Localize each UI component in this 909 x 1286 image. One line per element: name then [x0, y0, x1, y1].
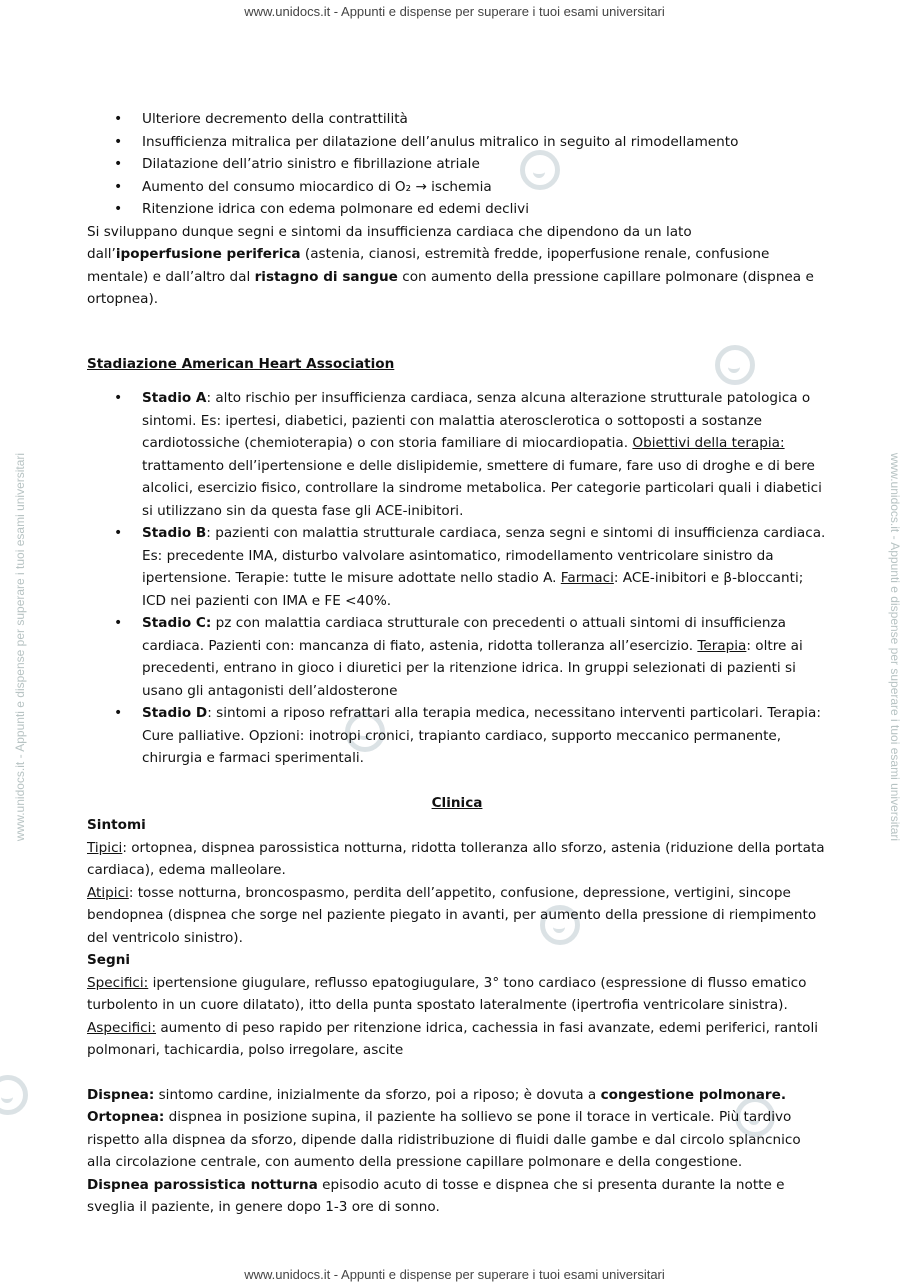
stage-underlined: Terapia: [697, 637, 747, 654]
specifici-label: Specifici:: [87, 974, 149, 991]
list-item: • Aumento del consumo miocardico di O₂ → ischemia: [87, 176, 827, 199]
top-bullet-list: [87, 108, 827, 221]
intro-text: con aumento della pressione capillare polmonare (dispnea e ortopnea).: [87, 268, 814, 307]
atipici-text: : tosse notturna, broncospasmo, perdita dell’appetito, confusione, depressione, vertigini, sincope bendopnea (dispnea che sorge nel paziente piegato in avanti, per aumento della pressione di riempimento del ventricolo sinistro).: [87, 884, 817, 946]
intro-paragraph: [87, 221, 827, 311]
sintomi-heading-text: Sintomi: [87, 817, 146, 833]
watermark-left: www.unidocs.it - Appunti e dispense per superare i tuoi esami universitari: [13, 452, 27, 842]
intro-text: Si sviluppano dunque segni e sintomi da insufficienza cardiaca che dipendono da un lato dall’: [87, 223, 692, 262]
ortopnea-paragraph: [87, 1106, 827, 1174]
atipici-paragraph: [87, 882, 827, 950]
tipici-paragraph: [87, 837, 827, 882]
watermark-footer: www.unidocs.it - Appunti e dispense per superare i tuoi esami universitari: [244, 1267, 665, 1282]
stage-text: : oltre ai precedenti, entrano in gioco i diuretici per la ritenzione idrica. In gruppi selezionati di pazienti si usano gli antagonisti dell’aldosterone: [142, 637, 803, 699]
list-item: • Ritenzione idrica con edema polmonare ed edemi declivi: [87, 198, 827, 221]
ortopnea-label: Ortopnea:: [87, 1109, 165, 1125]
aspecifici-label: Aspecifici:: [87, 1019, 157, 1036]
list-item: • Insufficienza mitralica per dilatazione dell’anulus mitralico in seguito al rimodellamento: [87, 131, 827, 154]
stage-text: trattamento dell’ipertensione e delle dislipidemie, smettere di fumare, fare uso di droghe e di bere alcolici, esercizio fisico, controllare la sindrome metabolica. Per categorie particolari quali i diabetici si utilizzano sin da questa fase gli ACE-inibitori.: [142, 457, 822, 519]
document-body: [87, 108, 827, 1219]
dpn-paragraph: [87, 1174, 827, 1219]
watermark-right: www.unidocs.it - Appunti e dispense per superare i tuoi esami universitari: [888, 452, 902, 842]
aspecifici-text: aumento di peso rapido per ritenzione idrica, cachessia in fasi avanzate, edemi periferici, rantoli polmonari, tachicardia, polso irregolare, ascite: [87, 1019, 819, 1058]
stage-label: Stadio B: [142, 525, 207, 541]
atipici-label: Atipici: [87, 884, 129, 901]
sintomi-heading: [87, 814, 827, 837]
stage-text: : ACE-inibitori e β-bloccanti; ICD nei pazienti con IMA e FE <40%.: [142, 570, 804, 609]
stage-item: [87, 387, 827, 522]
dpn-text: episodio acuto di tosse e dispnea che si presenta durante la notte e sveglia il paziente, in genere dopo 1-3 ore di sonno.: [87, 1176, 785, 1215]
clinica-heading: Clinica: [431, 794, 483, 811]
dispnea-paragraph: [87, 1084, 827, 1107]
stage-underlined: Obiettivi della terapia:: [632, 435, 785, 451]
dispnea-bold: congestione polmonare.: [600, 1086, 787, 1103]
dpn-label: Dispnea parossistica notturna: [87, 1176, 318, 1193]
stage-label: Stadio A: [142, 390, 207, 406]
stage-text: : pazienti con malattia strutturale cardiaca, senza segni e sintomi di insufficienza cardiaca. Es: precedente IMA, disturbo valvolare asintomatico, rimodellamento ventricolare sinistro da ipertensione. Terapie: tutte le misure adottate nello stadio A.: [142, 525, 826, 586]
segni-heading-text: Segni: [87, 952, 131, 968]
stage-label: Stadio C:: [142, 615, 212, 631]
stage-text: pz con malattia cardiaca strutturale con precedenti o attuali sintomi di insufficienza cardiaca. Pazienti con: mancanza di fiato, astenia, ridotta tolleranza all’esercizio.: [142, 615, 786, 654]
stage-item: [87, 702, 827, 770]
stage-item: [87, 522, 827, 612]
specifici-paragraph: [87, 972, 827, 1017]
ortopnea-text: dispnea in posizione supina, il paziente ha sollievo se pone il torace in verticale. Più tardivo rispetto alla dispnea da sforzo, dipende dalla ridistribuzione di fluidi dalle gambe e dal circolo splancnico alla circolazione centrale, con aumento della pressione capillare polmonare e della congestione.: [87, 1109, 801, 1170]
stage-text: : sintomi a riposo refrattari alla terapia medica, necessitano interventi particolari. Terapia: Cure palliative. Opzioni: inotropi cronici, trapianto cardiaco, supporto meccanico permanente, chirurgia e farmaci sperimentali.: [142, 705, 821, 766]
intro-text: (astenia, cianosi, estremità fredde, ipoperfusione renale, confusione mentale) e dall’altro dal: [87, 246, 770, 285]
unidocs-logo-icon: [0, 1075, 28, 1115]
dispnea-text: sintomo cardine, inizialmente da sforzo, poi a riposo; è dovuta a: [154, 1086, 601, 1103]
watermark-header: www.unidocs.it - Appunti e dispense per superare i tuoi esami universitari: [244, 4, 665, 19]
tipici-text: : ortopnea, dispnea parossistica notturna, ridotta tolleranza allo sforzo, astenia (riduzione della portata cardiaca), edema malleolare.: [87, 839, 825, 878]
stages-list: [87, 387, 827, 770]
intro-bold-ristagno: ristagno di sangue: [254, 268, 398, 285]
tipici-label: Tipici: [87, 839, 123, 856]
list-item: • Ulteriore decremento della contrattilità: [87, 108, 827, 131]
list-item: • Dilatazione dell’atrio sinistro e fibrillazione atriale: [87, 153, 827, 176]
segni-heading: [87, 949, 827, 972]
staging-heading: Stadiazione American Heart Association: [87, 355, 395, 372]
stage-item: [87, 612, 827, 702]
aspecifici-paragraph: [87, 1017, 827, 1062]
dispnea-label: Dispnea:: [87, 1086, 155, 1103]
specifici-text: ipertensione giugulare, reflusso epatogiugulare, 3° tono cardiaco (espressione di flusso ematico turbolento in un cuore dilatato), itto della punta spostato lateralmente (ipertrofia ventricolare sinistra).: [87, 974, 807, 1013]
intro-bold-ipoperfusione: ipoperfusione periferica: [115, 246, 301, 262]
stage-underlined: Farmaci: [560, 570, 614, 586]
stage-label: Stadio D: [142, 705, 208, 721]
stage-text: : alto rischio per insufficienza cardiaca, senza alcuna alterazione strutturale patologica o sintomi. Es: ipertesi, diabetici, pazienti con malattia aterosclerotica o sottoposti a sostanze cardiotossiche (chemioterapia) o con storia familiare di miocardiopatia.: [142, 390, 811, 451]
